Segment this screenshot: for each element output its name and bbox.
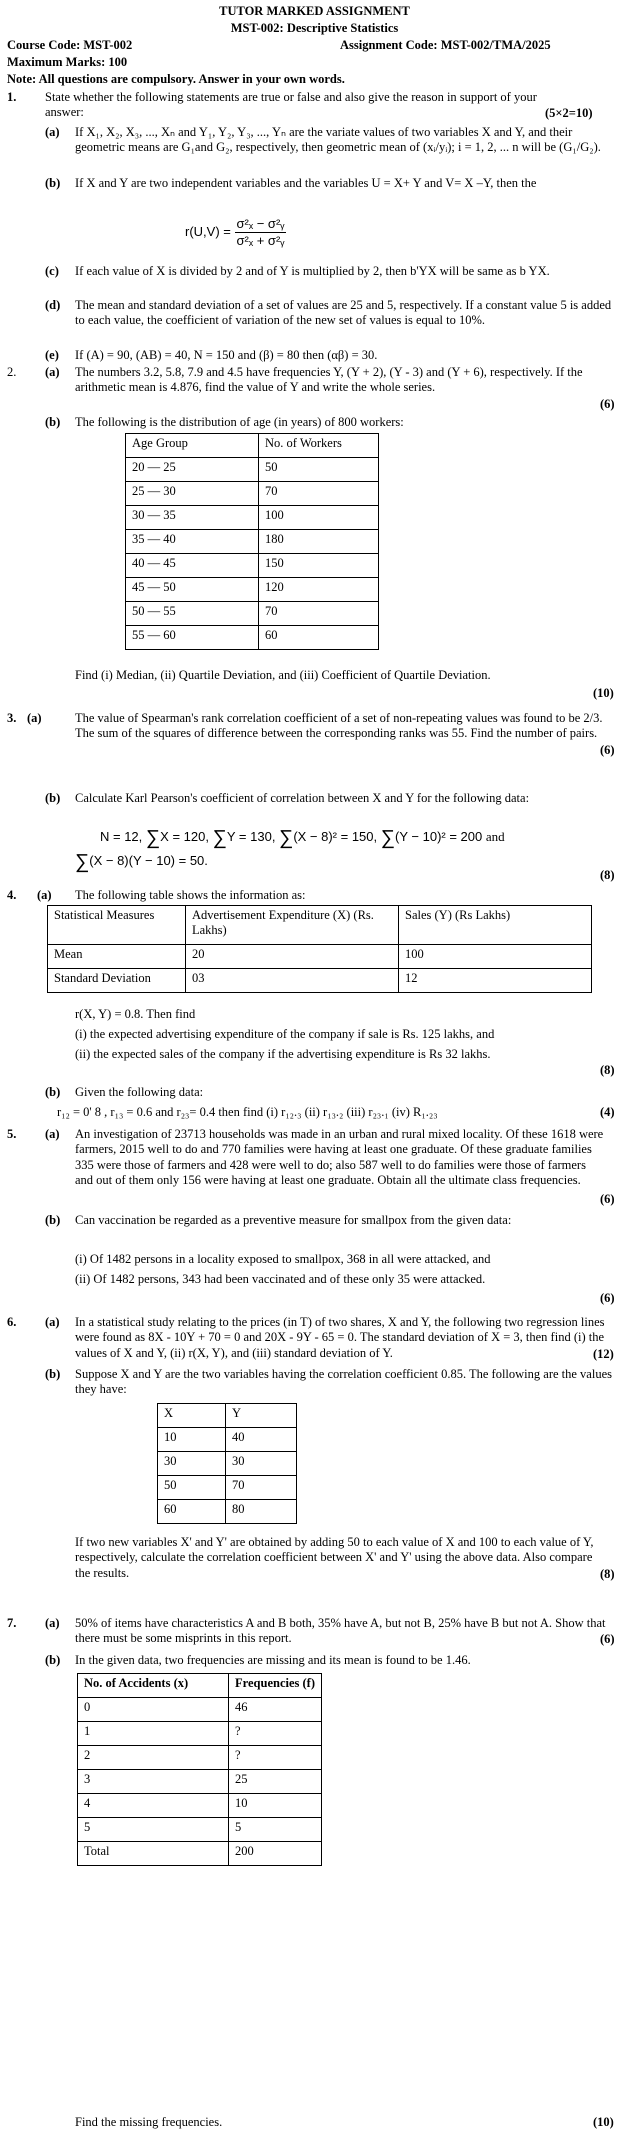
q7b-text: In the given data, two frequencies are missing and its mean is found to be 1.46. xyxy=(75,1653,471,1667)
table-cell: Standard Deviation xyxy=(48,969,186,993)
q6b-label: (b) xyxy=(45,1367,61,1381)
q7b-find: Find the missing frequencies. xyxy=(75,2115,223,2129)
q3a-text: The value of Spearman's rank correlation coefficient of a set of non-repeating values was found to be 2/3. The sum of the squares of difference between the corresponding ranks was 55. Find the number of pairs. xyxy=(75,711,603,741)
q1-stem: State whether the following statements are true or false and also give the reason in support of your answer: xyxy=(45,90,537,120)
table-row xyxy=(126,458,379,482)
table-cell: 35 — 40 xyxy=(126,530,259,554)
sigma-icon: ∑ xyxy=(145,827,161,849)
q3b-sum-xy: (X − 8)(Y − 10) = 50 xyxy=(89,853,205,868)
q7a-marks: (6) xyxy=(600,1632,615,1646)
sigma-icon: ∑ xyxy=(279,827,294,849)
table-cell: 70 xyxy=(259,602,379,626)
table-cell: 60 xyxy=(158,1500,226,1524)
table-row xyxy=(126,506,379,530)
q3a-label: (a) xyxy=(27,711,42,725)
q1d-label: (d) xyxy=(45,298,61,312)
q1-marks: (5×2=10) xyxy=(545,106,593,120)
table-cell: Mean xyxy=(48,945,186,969)
table-header: Advertisement Expenditure (X) (Rs. Lakhs) xyxy=(186,906,399,945)
table-cell: 60 xyxy=(259,626,379,650)
table-cell: 12 xyxy=(399,969,592,993)
table-cell: 25 xyxy=(229,1770,322,1794)
table-row xyxy=(78,1770,322,1794)
q3b-n: N = 12, xyxy=(100,829,143,844)
table-row xyxy=(126,578,379,602)
table-cell: 10 xyxy=(158,1428,226,1452)
q7b-marks: (10) xyxy=(593,2115,614,2129)
table-row xyxy=(158,1500,297,1524)
table-cell: 180 xyxy=(259,530,379,554)
age-distribution-table xyxy=(125,433,379,650)
assignment-code: Assignment Code: MST-002/TMA/2025 xyxy=(340,38,551,52)
q6b-text: Suppose X and Y are the two variables having the correlation coefficient 0.85. The following are the values they have: xyxy=(75,1367,612,1397)
table-cell: 10 xyxy=(229,1794,322,1818)
table-cell: 100 xyxy=(399,945,592,969)
q5a-label: (a) xyxy=(45,1127,60,1141)
q6b-after-text: If two new variables X' and Y' are obtained by adding 50 to each value of X and 100 to each value of Y, respectively, calculate the correlation coefficient between X' and Y' using the above data. Also compare the results. xyxy=(75,1535,594,1580)
table-row xyxy=(48,969,592,993)
table-header: Frequencies (f) xyxy=(229,1674,322,1698)
table-cell: ? xyxy=(229,1722,322,1746)
table-row xyxy=(126,602,379,626)
instructions-note: Note: All questions are compulsory. Answer in your own words. xyxy=(7,72,345,86)
q2b-marks: (10) xyxy=(593,686,614,700)
q4a-correlation: r(X, Y) = 0.8. Then find xyxy=(75,1007,196,1021)
sigma-icon: ∑ xyxy=(212,827,227,849)
max-marks: Maximum Marks: 100 xyxy=(7,55,128,69)
q2b-label: (b) xyxy=(45,415,61,429)
table-row xyxy=(126,482,379,506)
table-cell: 30 — 35 xyxy=(126,506,259,530)
q7a-label: (a) xyxy=(45,1616,60,1630)
q3b-sum-y10: (Y − 10)² = 200 xyxy=(395,829,483,844)
q4b-text: Given the following data: xyxy=(75,1085,204,1099)
q1b-denominator: σ²ₓ + σ²ᵧ xyxy=(236,232,285,248)
q6a-text: In a statistical study relating to the prices (in T) of two shares, X and Y, the following two regression lines were found as 8X - 10Y + 70 = 0 and 20X - 9Y - 65 = 0. The standard deviation of X = 3, then find (i) the values of X and Y, (ii) r(X, Y), and (iii) standard deviation of Y. xyxy=(75,1315,605,1360)
table-row xyxy=(158,1452,297,1476)
table-header: No. of Accidents (x) xyxy=(78,1674,229,1698)
table-header-row xyxy=(126,434,379,458)
q4b-data: r₁₂ = 0' 8 , r₁₃ = 0.6 and r₂₃= 0.4 then find (i) r₁₂.₃ (ii) r₁₃.₂ (iii) r₂₃.₁ (iv) R₁.₂₃ xyxy=(57,1105,438,1119)
q1b-numerator: σ²ₓ − σ²ᵧ xyxy=(236,216,285,231)
q6a-label: (a) xyxy=(45,1315,60,1329)
q6b-marks: (8) xyxy=(600,1567,615,1581)
q1b-text: If X and Y are two independent variables and the variables U = X+ Y and V= X –Y, then the xyxy=(75,176,537,190)
table-cell: 70 xyxy=(226,1476,297,1500)
q5b-marks: (6) xyxy=(600,1291,615,1305)
q3b-and: and xyxy=(485,829,505,844)
q4b-marks: (4) xyxy=(600,1105,615,1119)
q7-number: 7. xyxy=(7,1616,17,1630)
table-cell: 20 xyxy=(186,945,399,969)
table-cell: 3 xyxy=(78,1770,229,1794)
q5a-text: An investigation of 23713 households was made in an urban and rural mixed locality. Of these 1618 were farmers, 2015 well to do and 770 families were having at least one graduate. Of these graduate families 335 were those of farmers and 428 were well to do; also 587 well to do families were those of farmers and out of them only 156 were having at least one graduate. Obtain all the ultimate class frequencies. xyxy=(75,1127,604,1187)
q3-number: 3. xyxy=(7,711,17,725)
table-row xyxy=(78,1794,322,1818)
table-cell: 40 — 45 xyxy=(126,554,259,578)
table-cell: 45 — 50 xyxy=(126,578,259,602)
q1a-text: If X₁, X₂, X₃, ..., Xₙ and Y₁, Y₂, Y₃, ..., Yₙ are the variate values of two variables X and Y, and their geometric means are G₁and G₂, respectively, then geometric mean of (xᵢ/yᵢ); i = 1, 2, ... n will be (G₁/G₂). xyxy=(75,125,601,155)
table-header: Y xyxy=(226,1404,297,1428)
table-header-row xyxy=(78,1674,322,1698)
q5-number: 5. xyxy=(7,1127,17,1141)
q3b-sum-x: X = 120 xyxy=(160,829,206,844)
table-cell: 4 xyxy=(78,1794,229,1818)
q3b-sum-x8: (X − 8)² = 150 xyxy=(293,829,374,844)
q2b-find: Find (i) Median, (ii) Quartile Deviation, and (iii) Coefficient of Quartile Deviation. xyxy=(75,668,491,682)
table-cell: 2 xyxy=(78,1746,229,1770)
table-cell: 120 xyxy=(259,578,379,602)
q4a-part-i: (i) the expected advertising expenditure of the company if sale is Rs. 125 lakhs, and xyxy=(75,1027,495,1041)
q2b-text: The following is the distribution of age (in years) of 800 workers: xyxy=(75,415,404,429)
q2a-text: The numbers 3.2, 5.8, 7.9 and 4.5 have frequencies Y, (Y + 2), (Y - 3) and (Y + 6), respectively. If the arithmetic mean is 4.876, find the value of Y and write the whole series. xyxy=(75,365,583,395)
table-cell: 50 xyxy=(259,458,379,482)
q7a-text: 50% of items have characteristics A and B both, 35% have A, but not B, 25% have B but not A. Show that there must be some misprints in this report. xyxy=(75,1616,606,1646)
q4a-text: The following table shows the information as: xyxy=(75,888,306,902)
table-row xyxy=(126,626,379,650)
table-header: Sales (Y) (Rs Lakhs) xyxy=(399,906,592,945)
page-title: TUTOR MARKED ASSIGNMENT xyxy=(219,4,410,18)
table-header: No. of Workers xyxy=(259,434,379,458)
q1b-formula xyxy=(185,216,286,249)
table-cell: ? xyxy=(229,1746,322,1770)
table-row xyxy=(78,1722,322,1746)
table-row xyxy=(158,1476,297,1500)
table-cell: 55 — 60 xyxy=(126,626,259,650)
q4a-label: (a) xyxy=(37,888,52,902)
q2a-label: (a) xyxy=(45,365,60,379)
sigma-icon: ∑ xyxy=(75,851,90,873)
q3b-label: (b) xyxy=(45,791,61,805)
q2a-marks: (6) xyxy=(600,397,615,411)
q1d-text: The mean and standard deviation of a set of values are 25 and 5, respectively. If a constant value 5 is added to each value, the coefficient of variation of the new set of values is equal to 10%. xyxy=(75,298,612,328)
table-header: Age Group xyxy=(126,434,259,458)
table-header-row xyxy=(158,1404,297,1428)
q1c-label: (c) xyxy=(45,264,59,278)
q6a-marks: (12) xyxy=(593,1347,614,1361)
table-cell: 5 xyxy=(78,1818,229,1842)
q1b-formula-lhs: r(U,V) = xyxy=(185,223,231,239)
sigma-icon: ∑ xyxy=(380,827,396,849)
q5b-part-ii: (ii) Of 1482 persons, 343 had been vaccinated and of these only 35 were attacked. xyxy=(75,1272,486,1286)
q1b-fraction xyxy=(235,216,287,249)
table-cell: 100 xyxy=(259,506,379,530)
table-row xyxy=(48,945,592,969)
q4a-part-ii: (ii) the expected sales of the company if the advertising expenditure is Rs 32 lakhs. xyxy=(75,1047,491,1061)
q3b-formula-line2: ∑(X − 8)(Y − 10) = 50. xyxy=(75,851,208,873)
table-row xyxy=(78,1842,322,1866)
table-cell: 40 xyxy=(226,1428,297,1452)
table-row xyxy=(78,1746,322,1770)
table-row xyxy=(78,1698,322,1722)
q3b-marks: (8) xyxy=(600,868,615,882)
table-cell: 30 xyxy=(226,1452,297,1476)
course-code: Course Code: MST-002 xyxy=(7,38,133,52)
q3b-text: Calculate Karl Pearson's coefficient of correlation between X and Y for the following data: xyxy=(75,791,530,805)
q5b-label: (b) xyxy=(45,1213,61,1227)
q5a-marks: (6) xyxy=(600,1192,615,1206)
table-cell: 50 — 55 xyxy=(126,602,259,626)
q1e-label: (e) xyxy=(45,348,59,362)
table-row xyxy=(126,554,379,578)
table-row xyxy=(126,530,379,554)
q7b-label: (b) xyxy=(45,1653,61,1667)
q1a-label: (a) xyxy=(45,125,60,139)
table-cell: 200 xyxy=(229,1842,322,1866)
table-cell: 30 xyxy=(158,1452,226,1476)
q1b-label: (b) xyxy=(45,176,61,190)
q2-number: 2. xyxy=(7,365,17,379)
table-cell: Total xyxy=(78,1842,229,1866)
q4a-marks: (8) xyxy=(600,1063,615,1077)
q3b-formula-line1: N = 12, ∑X = 120, ∑Y = 130, ∑(X − 8)² = 150, ∑(Y − 10)² = 200 and xyxy=(100,827,505,849)
xy-values-table xyxy=(157,1403,297,1524)
accidents-table xyxy=(77,1673,322,1866)
table-cell: 80 xyxy=(226,1500,297,1524)
table-cell: 0 xyxy=(78,1698,229,1722)
table-row xyxy=(158,1428,297,1452)
q6-number: 6. xyxy=(7,1315,17,1329)
table-header: Statistical Measures xyxy=(48,906,186,945)
q1c-text: If each value of X is divided by 2 and of Y is multiplied by 2, then b'YX will be same as b YX. xyxy=(75,264,550,278)
table-header-row xyxy=(48,906,592,945)
q4b-label: (b) xyxy=(45,1085,61,1099)
table-row xyxy=(78,1818,322,1842)
table-cell: 1 xyxy=(78,1722,229,1746)
table-cell: 150 xyxy=(259,554,379,578)
table-cell: 5 xyxy=(229,1818,322,1842)
table-cell: 70 xyxy=(259,482,379,506)
table-cell: 03 xyxy=(186,969,399,993)
q3a-marks: (6) xyxy=(600,743,615,757)
q5b-part-i: (i) Of 1482 persons in a locality exposed to smallpox, 368 in all were attacked, and xyxy=(75,1252,491,1266)
q1-number: 1. xyxy=(7,90,17,104)
q4-number: 4. xyxy=(7,888,17,902)
table-cell: 50 xyxy=(158,1476,226,1500)
table-cell: 20 — 25 xyxy=(126,458,259,482)
page-subtitle: MST-002: Descriptive Statistics xyxy=(230,21,399,35)
table-cell: 46 xyxy=(229,1698,322,1722)
table-cell: 25 — 30 xyxy=(126,482,259,506)
q1e-text: If (A) = 90, (AB) = 40, N = 150 and (β) = 80 then (αβ) = 30. xyxy=(75,348,378,362)
table-header: X xyxy=(158,1404,226,1428)
q3b-sum-y: Y = 130 xyxy=(226,829,272,844)
advertisement-sales-table xyxy=(47,905,592,993)
q5b-text: Can vaccination be regarded as a preventive measure for smallpox from the given data: xyxy=(75,1213,512,1227)
